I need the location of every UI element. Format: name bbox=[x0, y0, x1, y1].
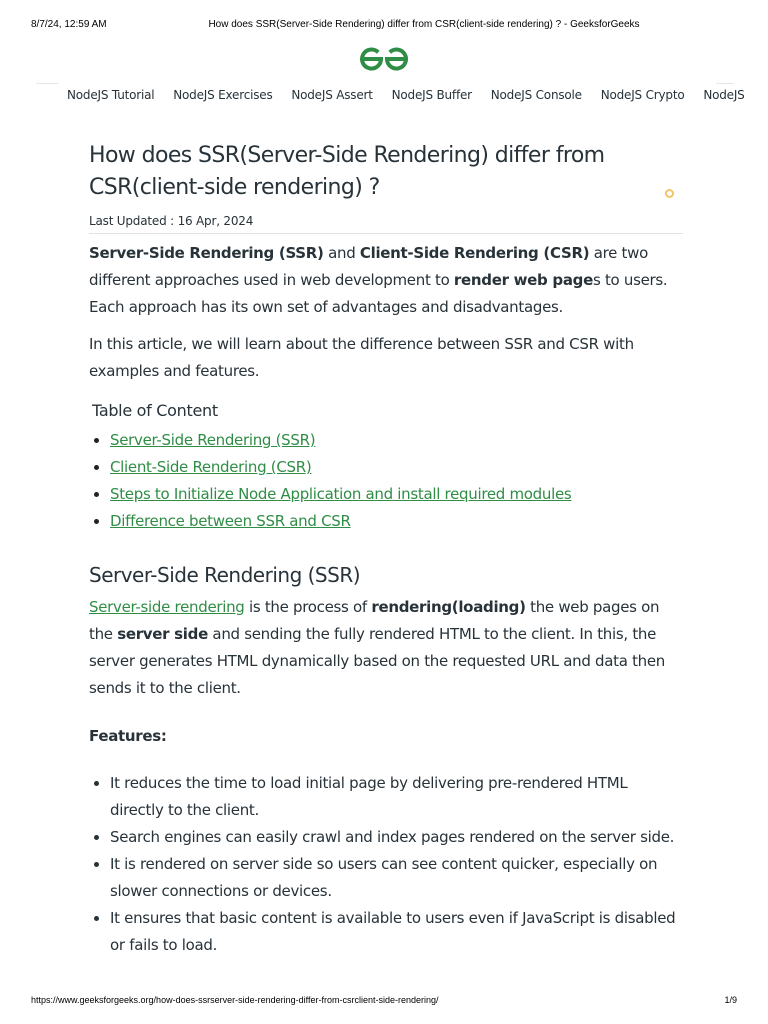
site-logo-link[interactable] bbox=[0, 46, 768, 76]
ssr-features-list bbox=[89, 770, 683, 959]
nav-item-nodejs-assert[interactable]: NodeJS Assert bbox=[291, 88, 373, 102]
intro-paragraph-2: In this article, we will learn about the difference between SSR and CSR with examples and features. bbox=[89, 335, 634, 380]
print-url: https://www.geeksforgeeks.org/how-does-ssrserver-side-rendering-differ-from-csrclient-side-rendering/ bbox=[31, 995, 439, 1005]
toc-item bbox=[110, 454, 683, 481]
toc-link-csr[interactable]: Client-Side Rendering (CSR) bbox=[110, 458, 312, 476]
ssr-text: and sending the fully rendered HTML to the client. In this, the server generates HTML dynamically based on the requested URL and data then sends it to the client. bbox=[89, 625, 666, 697]
list-item: • It reduces the time to load initial page by delivering pre-rendered HTML directly to the client. bbox=[110, 770, 683, 824]
features-label: Features: bbox=[89, 727, 167, 745]
ssr-paragraph bbox=[89, 594, 683, 702]
intro-text: and bbox=[323, 244, 360, 262]
toc-item bbox=[110, 427, 683, 454]
print-header bbox=[31, 19, 737, 33]
toc-item bbox=[110, 481, 683, 508]
intro-bold-render: render web page bbox=[453, 271, 593, 289]
toc-link-difference[interactable]: Difference between SSR and CSR bbox=[110, 512, 351, 530]
header-divider-right bbox=[716, 83, 734, 84]
intro-text: s to users. Each approach has its own set of advantages and disadvantages. bbox=[89, 271, 668, 316]
intro-paragraph bbox=[89, 240, 683, 321]
section-heading-ssr: Server-Side Rendering (SSR) bbox=[89, 563, 361, 587]
toc-heading: Table of Content bbox=[92, 401, 218, 420]
ssr-text: is the process of bbox=[244, 598, 372, 616]
toc-link-steps[interactable]: Steps to Initialize Node Application and install required modules bbox=[110, 485, 572, 503]
nav-item-nodejs-more[interactable]: NodeJS bbox=[703, 88, 745, 102]
print-page-title: How does SSR(Server-Side Rendering) differ from CSR(client-side rendering) ? - GeeksforGeeks bbox=[208, 19, 640, 30]
last-updated bbox=[89, 214, 683, 228]
article-body bbox=[89, 140, 683, 959]
ssr-link[interactable]: Server-side rendering bbox=[89, 598, 245, 616]
intro-bold-ssr: Server-Side Rendering (SSR) bbox=[89, 244, 324, 262]
nav-item-nodejs-crypto[interactable]: NodeJS Crypto bbox=[600, 88, 685, 102]
table-of-content bbox=[89, 427, 683, 535]
toc-item bbox=[110, 508, 683, 535]
list-item: • It is rendered on server side so users can see content quicker, especially on slower connections or devices. bbox=[110, 851, 683, 905]
print-page-number: 1/9 bbox=[724, 995, 737, 1005]
intro-bold-csr: Client-Side Rendering (CSR) bbox=[359, 244, 590, 262]
article-title: How does SSR(Server-Side Rendering) differ from CSR(client-side rendering) ? bbox=[89, 143, 605, 200]
header-divider-left bbox=[36, 83, 58, 84]
nav-item-nodejs-console[interactable]: NodeJS Console bbox=[490, 88, 582, 102]
intro-text: are two different approaches used in web development to bbox=[89, 244, 648, 289]
nav-item-nodejs-buffer[interactable]: NodeJS Buffer bbox=[391, 88, 472, 102]
last-updated-date: 16 Apr, 2024 bbox=[177, 214, 254, 228]
ssr-bold-rendering: rendering(loading) bbox=[371, 598, 526, 616]
nav-item-nodejs-tutorial[interactable]: NodeJS Tutorial bbox=[67, 88, 155, 102]
ssr-text: the web pages on the bbox=[89, 598, 660, 643]
list-item: • Search engines can easily crawl and index pages rendered on the server side. bbox=[110, 824, 683, 851]
geeksforgeeks-logo-icon bbox=[359, 46, 409, 72]
topic-nav bbox=[67, 88, 745, 110]
ssr-bold-server-side: server side bbox=[117, 625, 208, 643]
nav-item-nodejs-exercises[interactable]: NodeJS Exercises bbox=[173, 88, 273, 102]
print-datetime: 8/7/24, 12:59 AM bbox=[31, 19, 107, 30]
list-item: • It ensures that basic content is available to users even if JavaScript is disabled or fails to load. bbox=[110, 905, 683, 959]
last-updated-label: Last Updated : bbox=[89, 214, 178, 228]
title-divider bbox=[89, 233, 683, 234]
toc-link-ssr[interactable]: Server-Side Rendering (SSR) bbox=[110, 431, 316, 449]
